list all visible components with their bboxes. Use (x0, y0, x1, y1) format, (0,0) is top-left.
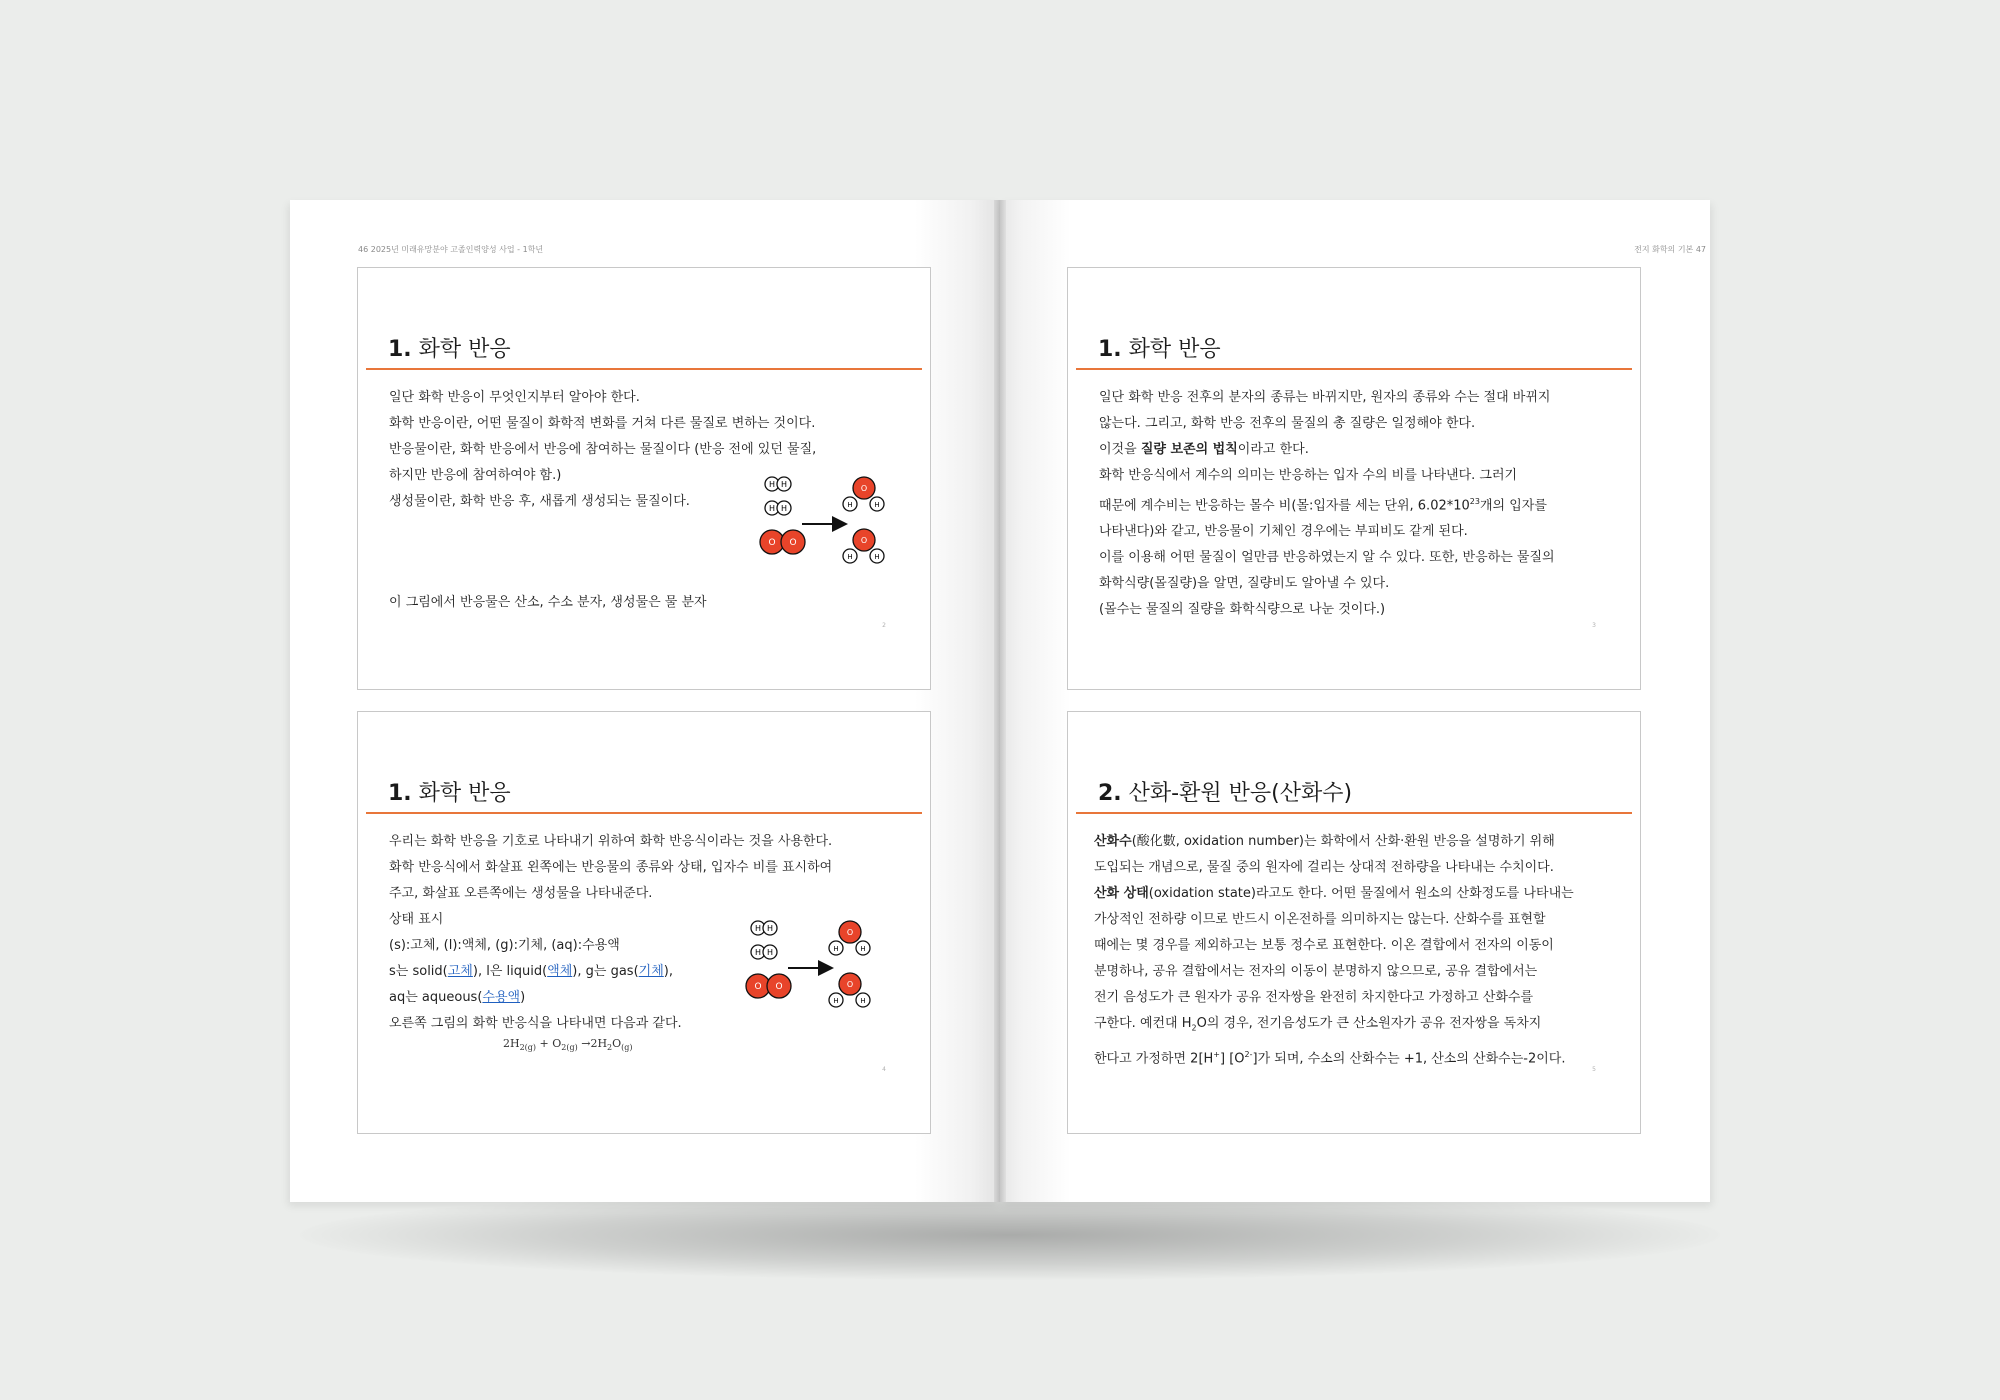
title-text: 화학 반응 (418, 781, 511, 806)
atom-label: O (846, 980, 854, 989)
slide-chemical-reaction-3 (1067, 267, 1641, 690)
atom-label: O (775, 982, 783, 992)
slide-page-number: 2 (882, 622, 886, 629)
body-line: 상태 표시 (389, 912, 444, 927)
link-aqueous[interactable]: 수용액 (482, 990, 521, 1005)
body-line: 화학 반응식에서 계수의 의미는 반응하는 입자 수의 비를 나타낸다. 그러기 (1099, 468, 1518, 483)
body-line: (몰수는 물질의 질량을 화학식량으로 나눈 것이다.) (1099, 602, 1386, 618)
body-line: 오른쪽 그림의 화학 반응식을 나타내면 다음과 같다. (389, 1016, 682, 1031)
atom-label: O (846, 928, 854, 937)
title-text: 화학 반응 (1128, 337, 1221, 362)
slide-body (389, 385, 816, 515)
hydrogen-molecule-icon (765, 477, 791, 491)
body-line: 않는다. 그리고, 화학 반응 전후의 물질의 총 질량은 일정해야 한다. (1099, 416, 1476, 431)
title-text: 화학 반응 (418, 337, 511, 362)
hydrogen-molecule-icon (765, 501, 791, 515)
atom-label: O (789, 538, 797, 548)
body-line: 때문에 계수비는 반응하는 몰수 비(몰:입자를 세는 단위, $6.02*10^{23}$개의 입자를 (1099, 497, 1547, 514)
link-liquid[interactable]: 액체 (547, 964, 573, 979)
atom-label: H (860, 997, 866, 1005)
atom-label: H (766, 924, 774, 933)
title-underline (1076, 368, 1632, 370)
figure-caption: 이 그림에서 반응물은 산소, 수소 분자, 생성물은 물 분자 (389, 595, 707, 610)
body-line: (s):고체, (l):액체, (g):기체, (aq):수용액 (389, 938, 620, 953)
body-line: 화학식량(몰질량)을 알면, 질량비도 알아낼 수 있다. (1099, 576, 1390, 592)
atom-label: H (780, 480, 788, 489)
body-line: 때에는 몇 경우를 제외하고는 보통 정수로 표현한다. 이온 결합에서 전자의 이동이 (1094, 938, 1554, 953)
water-molecule-icon (843, 477, 884, 511)
state-line: aq는 aqueous(수용액) (389, 990, 526, 1005)
body-line: 하지만 반응에 참여하여야 함.) (389, 468, 562, 483)
body-line: 반응물이란, 화학 반응에서 반응에 참여하는 물질이다 (반응 전에 있던 물질, (389, 442, 817, 457)
body-line: 분명하나, 공유 결합에서는 전자의 이동이 분명하지 않으므로, 공유 결합에서는 (1094, 964, 1538, 979)
slide-title (1098, 332, 1221, 363)
state-line: s는 solid(고체), l은 liquid(액체), g는 gas(기체), (389, 964, 673, 979)
atom-label: H (754, 948, 762, 957)
slide-page-number: 4 (882, 1066, 886, 1073)
title-number: 1. (1098, 337, 1122, 362)
title-number: 2. (1098, 781, 1122, 806)
atom-label: H (847, 501, 853, 509)
slide-chemical-reaction-1 (357, 267, 931, 690)
book-shadow (300, 1190, 1720, 1280)
slide-title (1098, 776, 1352, 807)
running-header-right: 전지 화학의 기본 47 (1634, 245, 1706, 254)
atom-label: H (860, 945, 866, 953)
water-molecule-icon (829, 973, 870, 1007)
law-term: 질량 보존의 법칙 (1140, 442, 1238, 457)
water-molecule-icon (829, 921, 870, 955)
oxygen-molecule-icon (746, 974, 791, 998)
hydrogen-molecule-icon (751, 945, 777, 959)
body-line: 전기 음성도가 큰 원자가 공유 전자쌍을 완전히 차지한다고 가정하고 산화수를 (1094, 990, 1534, 1005)
body-line: 이것을 질량 보존의 법칙이라고 한다. (1099, 442, 1309, 457)
term-oxidation-number: 산화수 (1094, 834, 1132, 849)
atom-label: H (833, 997, 839, 1005)
term-oxidation-state: 산화 상태 (1094, 886, 1149, 901)
title-underline (1076, 812, 1632, 814)
title-underline (366, 812, 922, 814)
atom-label: H (766, 948, 774, 957)
slide-page-number: 5 (1592, 1066, 1596, 1073)
body-line: 화학 반응이란, 어떤 물질이 화학적 변화를 거쳐 다른 물질로 변하는 것이다. (389, 416, 816, 431)
atom-label: O (860, 536, 868, 545)
atom-label: H (874, 553, 880, 561)
title-number: 1. (388, 781, 412, 806)
link-solid[interactable]: 고체 (447, 964, 473, 979)
water-molecule-icon (843, 529, 884, 563)
atom-label: H (847, 553, 853, 561)
atom-label: H (768, 480, 776, 489)
running-header-left: 46 2025년 미래유망분야 고졸인력양성 사업 - 1학년 (358, 245, 544, 254)
body-line: 생성물이란, 화학 반응 후, 새롭게 생성되는 물질이다. (389, 494, 690, 509)
oxygen-molecule-icon (760, 530, 805, 554)
slide-page-number: 3 (1592, 622, 1596, 629)
body-line: 나타낸다)와 같고, 반응물이 기체인 경우에는 부피비도 같게 된다. (1099, 524, 1468, 540)
body-line: 화학 반응식에서 화살표 왼쪽에는 반응물의 종류와 상태, 입자수 비를 표시하여 (389, 860, 833, 875)
atom-label: O (768, 538, 776, 548)
body-line: 구한다. 예컨대 $H_2O$의 경우, 전기음성도가 큰 산소원자가 공유 전자쌍을 독차지 (1094, 1016, 1542, 1033)
body-line: 일단 화학 반응이 무엇인지부터 알아야 한다. (389, 390, 640, 405)
atom-label: H (754, 924, 762, 933)
reaction-illustration (742, 918, 882, 1018)
body-line: 산화수(酸化數, oxidation number)는 화학에서 산화·환원 반응을 설명하기 위해 (1094, 834, 1555, 849)
slide-body (1094, 829, 1574, 1072)
body-line: 일단 화학 반응 전후의 분자의 종류는 바뀌지만, 원자의 종류와 수는 절대 바뀌지 (1099, 390, 1551, 405)
link-gas[interactable]: 기체 (638, 964, 664, 979)
title-number: 1. (388, 337, 412, 362)
slide-chemical-reaction-2 (357, 711, 931, 1134)
atom-label: O (860, 484, 868, 493)
atom-label: H (874, 501, 880, 509)
title-underline (366, 368, 922, 370)
body-line: 도입되는 개념으로, 물질 중의 원자에 걸리는 상대적 전하량을 나타내는 수치이다. (1094, 860, 1554, 875)
body-line: 가상적인 전하량 이므로 반드시 이온전하를 의미하지는 않는다. 산화수를 표현할 (1094, 912, 1546, 927)
atom-label: O (754, 982, 762, 992)
reaction-illustration (756, 474, 896, 574)
slide-title (388, 332, 511, 363)
body-line: 이를 이용해 어떤 물질이 얼만큼 반응하였는지 알 수 있다. 또한, 반응하는 물질의 (1099, 550, 1555, 566)
reaction-equation: $2H_{2(g)} + O_{2(g)} \to 2H_2O_{(g)}$ (503, 1037, 633, 1053)
slide-title (388, 776, 511, 807)
body-line: 산화 상태(oxidation state)라고도 한다. 어떤 물질에서 원소의 산화정도를 나타내는 (1094, 886, 1574, 901)
title-text: 산화-환원 반응(산화수) (1128, 781, 1353, 806)
atom-label: H (768, 504, 776, 513)
slide-oxidation-reduction (1067, 711, 1641, 1134)
body-line: 주고, 화살표 오른쪽에는 생성물을 나타내준다. (389, 886, 653, 901)
atom-label: H (780, 504, 788, 513)
hydrogen-molecule-icon (751, 921, 777, 935)
slide-body (1099, 385, 1555, 623)
body-line: 우리는 화학 반응을 기호로 나타내기 위하여 화학 반응식이라는 것을 사용한다. (389, 834, 833, 849)
atom-label: H (833, 945, 839, 953)
body-line: 한다고 가정하면 2[H+] $[O^{2-}]$가 되며, 수소의 산화수는 +1, 산소의 산화수는-2이다. (1094, 1049, 1566, 1066)
book-gutter (994, 200, 1006, 1202)
